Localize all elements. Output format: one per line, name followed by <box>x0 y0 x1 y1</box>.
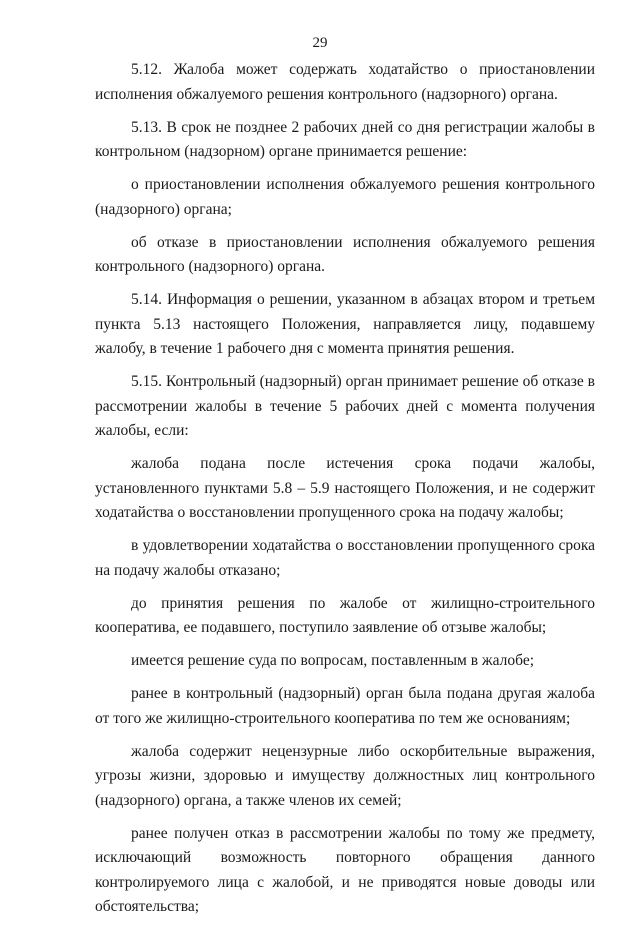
page-number: 29 <box>312 35 328 51</box>
paragraph-5-15-condition-1: жалоба подана после истечения срока подачи жалобы, установленного пунктами 5.8 – 5.9 настоящего Положения, и не содержит ходатайства о восстановлении пропущенного срока на подачу жалобы; <box>95 455 595 521</box>
paragraph-5-15-condition-4: имеется решение суда по вопросам, поставленным в жалобе; <box>131 652 534 669</box>
paragraph-5-13-option-1: о приостановлении исполнения обжалуемого решения контрольного (надзорного) органа; <box>95 176 595 218</box>
paragraph-5-13-option-2: об отказе в приостановлении исполнения обжалуемого решения контрольного (надзорного) органа. <box>95 233 595 275</box>
paragraph-5-15-condition-7: ранее получен отказ в рассмотрении жалобы по тому же предмету, исключающий возможность повторного обращения данного контролируемого лица с жалобой, и не приводятся новые доводы или обстоятельства; <box>95 824 595 915</box>
paragraph-5-15-condition-2: в удовлетворении ходатайства о восстановлении пропущенного срока на подачу жалобы отказано; <box>95 537 595 579</box>
paragraph-5-15-condition-5: ранее в контрольный (надзорный) орган была подана другая жалоба от того же жилищно-строительного кооператива по тем же основаниям; <box>95 685 595 727</box>
paragraph-5-15-condition-6: жалоба содержит нецензурные либо оскорбительные выражения, угрозы жизни, здоровью и имуществу должностных лиц контрольного (надзорного) органа, а также членов их семей; <box>95 742 595 809</box>
paragraph-5-12: 5.12. Жалоба может содержать ходатайство о приостановлении исполнения обжалуемого решения контрольного (надзорного) органа. <box>95 61 595 103</box>
paragraph-5-13: 5.13. В срок не позднее 2 рабочих дней со дня регистрации жалобы в контрольном (надзорном) органе принимается решение: <box>95 118 595 160</box>
document-body <box>95 58 595 928</box>
paragraph-5-15: 5.15. Контрольный (надзорный) орган принимает решение об отказе в рассмотрении жалобы в течение 5 рабочих дней с момента получения жалобы, если: <box>95 373 595 439</box>
paragraph-5-15-condition-3: до принятия решения по жалобе от жилищно-строительного кооператива, ее подавшего, поступило заявление об отзыве жалобы; <box>95 594 595 636</box>
paragraph-5-14: 5.14. Информация о решении, указанном в абзацах втором и третьем пункта 5.13 настоящего Положения, направляется лицу, подавшему жалобу, в течение 1 рабочего дня с момента принятия решения. <box>95 291 595 357</box>
